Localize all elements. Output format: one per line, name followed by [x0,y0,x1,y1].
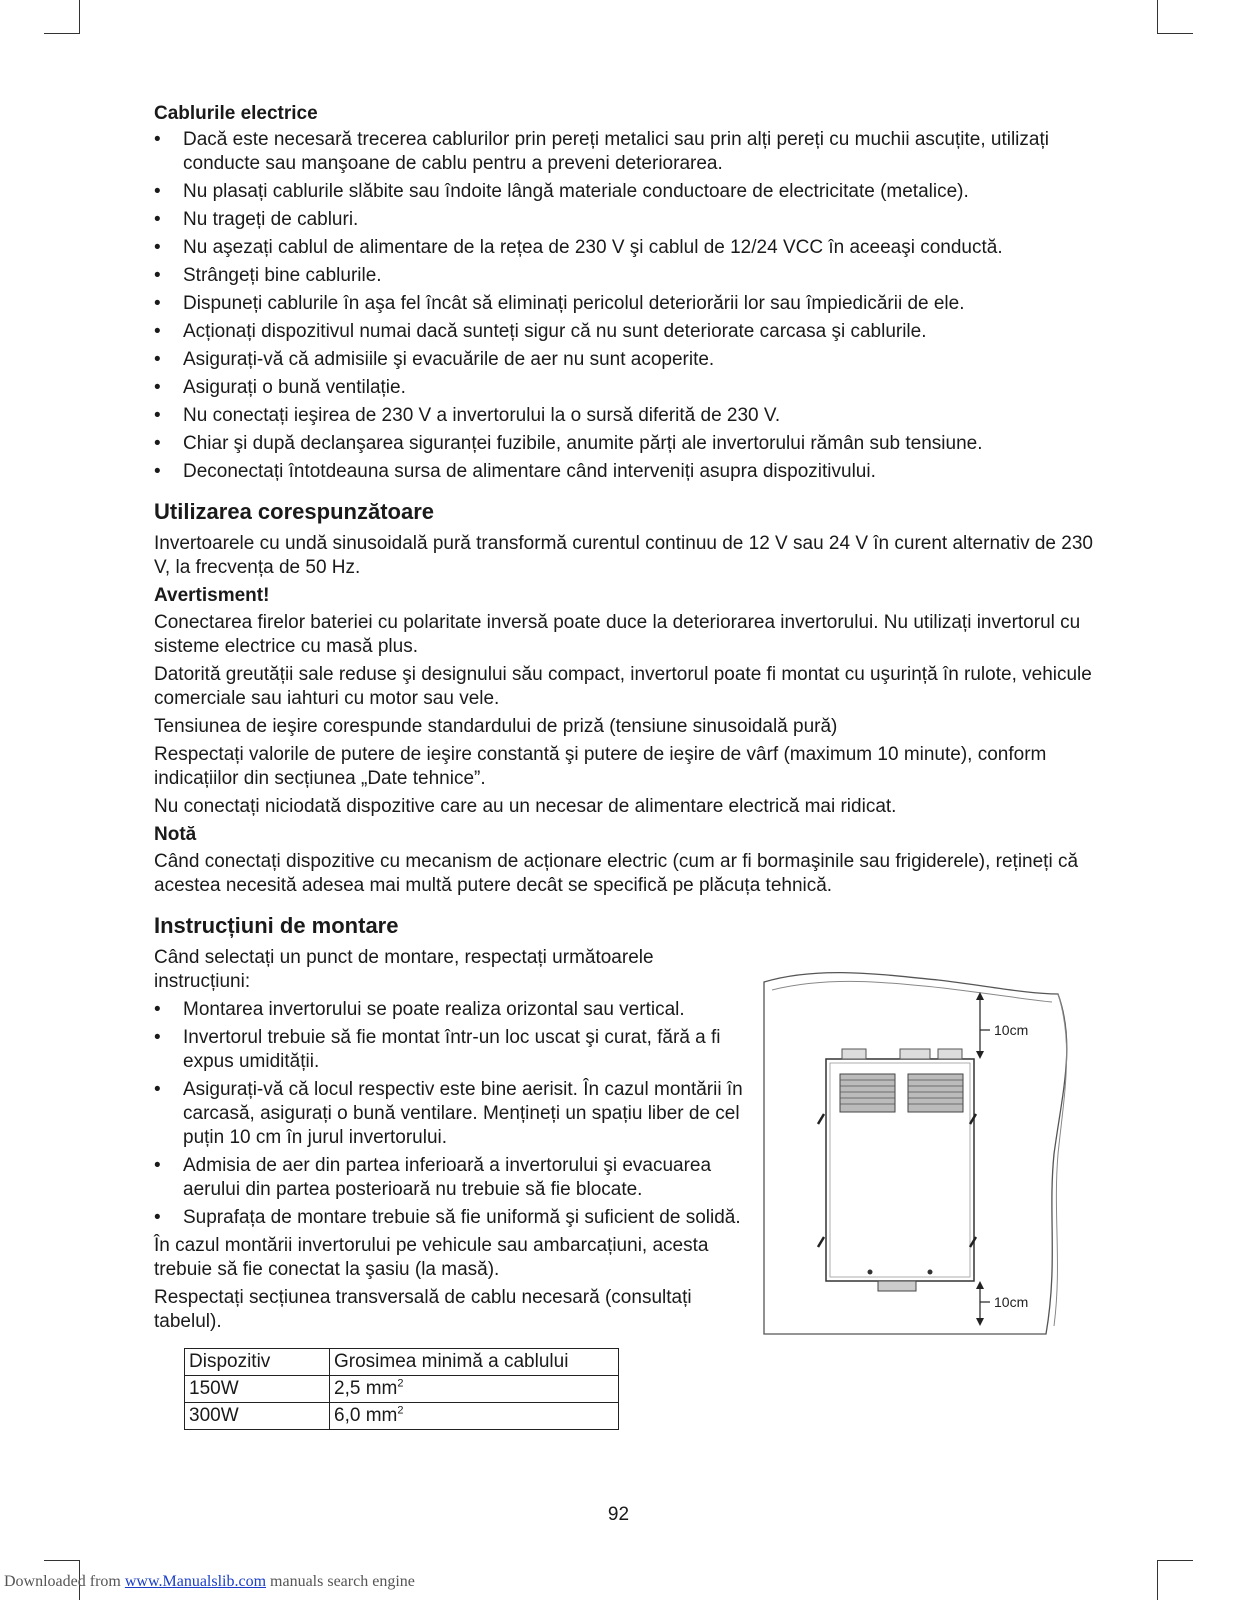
crop-mark [1157,1560,1193,1561]
crop-mark [1157,33,1193,34]
cable-table [184,1348,619,1430]
list-item: • Dacă este necesară trecerea cablurilor prin pereți metalici sau prin alți pereți cu muchii ascuțite, utilizați conducte sau manşoane de cablu pentru a preveni deteriorarea. [154,128,1094,176]
table-header-row [185,1349,619,1376]
note-label: Notă [154,824,197,845]
section-mounting-title: Instrucțiuni de montare [154,913,399,938]
crop-mark [44,1560,80,1561]
usage-paragraph: Respectați valorile de putere de ieşire constantă şi putere de ieşire de vârf (maximum 10 minute), conform indicațiilor din secțiunea „Date tehnice”. [154,744,1047,789]
cell-value: 6,0 mm [334,1405,398,1426]
list-item: • Invertorul trebuie să fie montat într-un loc uscat şi curat, fără a fi expus umidității. [154,1026,754,1074]
mounting-body [154,946,1094,1430]
cell-value: 2,5 mm [334,1378,398,1399]
crop-mark [79,0,80,34]
cables-list [154,128,1094,484]
dimension-label-top: 10cm [994,1022,1029,1038]
page-content [154,102,1094,1430]
table-cell [330,1403,619,1430]
section-cables-title: Cablurile electrice [154,103,318,124]
table-row [185,1403,619,1430]
table-header-cell: Dispozitiv [185,1349,330,1376]
list-item: • Montarea invertorului se poate realiza orizontal sau vertical. [154,998,754,1022]
usage-paragraph: Nu conectați niciodată dispozitive care au un necesar de alimentare electrică mai ridicat. [154,796,897,817]
list-item: • Strângeți bine cablurile. [154,264,1094,288]
usage-paragraph: Tensiunea de ieşire corespunde standardului de priză (tensiune sinusoidală pură) [154,716,838,737]
list-item: • Nu aşezați cablul de alimentare de la rețea de 230 V şi cablul de 12/24 VCC în aceeaşi conductă. [154,236,1094,260]
table-cell [330,1376,619,1403]
table-cell: 300W [185,1403,330,1430]
footer-suffix: manuals search engine [266,1573,415,1590]
list-item: • Acționați dispozitivul numai dacă sunteți sigur că nu sunt deteriorate carcasa şi cablurile. [154,320,1094,344]
warning-label: Avertisment! [154,585,270,606]
list-item: • Suprafața de montare trebuie să fie uniformă şi suficient de solidă. [154,1206,754,1230]
list-item: • Nu trageți de cabluri. [154,208,1094,232]
list-item: • Asigurați o bună ventilație. [154,376,1094,400]
table-header-cell: Grosimea minimă a cablului [330,1349,619,1376]
dimension-label-bottom: 10cm [994,1294,1029,1310]
list-item: • Asigurați-vă că locul respectiv este bine aerisit. În cazul montării în carcasă, asigurați o bună ventilare. Mențineți un spațiu liber de cel puțin 10 cm în jurul invertorului. [154,1078,754,1150]
mounting-paragraph: În cazul montării invertorului pe vehicule sau ambarcațiuni, acesta trebuie să fie conectat la şasiu (la masă). [154,1235,709,1280]
list-item: • Admisia de aer din partea inferioară a invertorului şi evacuarea aerului din partea posterioară nu trebuie să fie blocate. [154,1154,754,1202]
mounting-intro: Când selectați un punct de montare, respectați următoarele instrucțiuni: [154,947,654,992]
mounting-list [154,998,754,1230]
crop-mark [1157,1560,1158,1600]
crop-mark [44,33,80,34]
mounting-paragraph: Respectați secțiunea transversală de cablu necesară (consultați tabelul). [154,1287,692,1332]
list-item: • Nu plasați cablurile slăbite sau îndoite lângă materiale conductoare de electricitate (metalice). [154,180,1094,204]
mounting-diagram [758,964,1088,1344]
footer-link[interactable]: www.Manualslib.com [124,1573,267,1590]
mounting-text [154,946,754,1430]
list-item: • Deconectați întotdeauna sursa de alimentare când interveniți asupra dispozitivului. [154,460,1094,484]
list-item: • Asigurați-vă că admisiile şi evacuările de aer nu sunt acoperite. [154,348,1094,372]
table-cell: 150W [185,1376,330,1403]
superscript: 2 [397,1404,404,1417]
usage-intro: Invertoarele cu undă sinusoidală pură transformă curentul continuu de 12 V sau 24 V în curent alternativ de 230 V, la frecvența de 50 Hz. [154,533,1093,578]
superscript: 2 [397,1377,404,1390]
footer-prefix: Downloaded from [4,1573,125,1590]
footer [4,1573,415,1591]
warning-text: Conectarea firelor bateriei cu polaritate inversă poate duce la deteriorarea invertorului. Nu utilizați invertorul cu sisteme electrice cu masă plus. [154,612,1081,657]
usage-paragraph: Datorită greutății sale reduse şi designului său compact, invertorul poate fi montat cu uşurință în rulote, vehicule comerciale sau iahturi cu motor sau vele. [154,664,1092,709]
page-number: 92 [607,1504,630,1525]
list-item: • Chiar şi după declanşarea siguranței fuzibile, anumite părți ale invertorului rămân sub tensiune. [154,432,1094,456]
table-row [185,1376,619,1403]
list-item: • Nu conectați ieşirea de 230 V a invertorului la o sursă diferită de 230 V. [154,404,1094,428]
list-item: • Dispuneți cablurile în aşa fel încât să eliminați pericolul deteriorării lor sau împiedicării de ele. [154,292,1094,316]
crop-mark [1157,0,1158,34]
section-usage-title: Utilizarea corespunzătoare [154,499,434,524]
note-text: Când conectați dispozitive cu mecanism de acționare electric (cum ar fi bormaşinile sau frigiderele), rețineți că acestea necesită adesea mai multă putere decât se specifică pe plăcuța tehnică. [154,851,1079,896]
